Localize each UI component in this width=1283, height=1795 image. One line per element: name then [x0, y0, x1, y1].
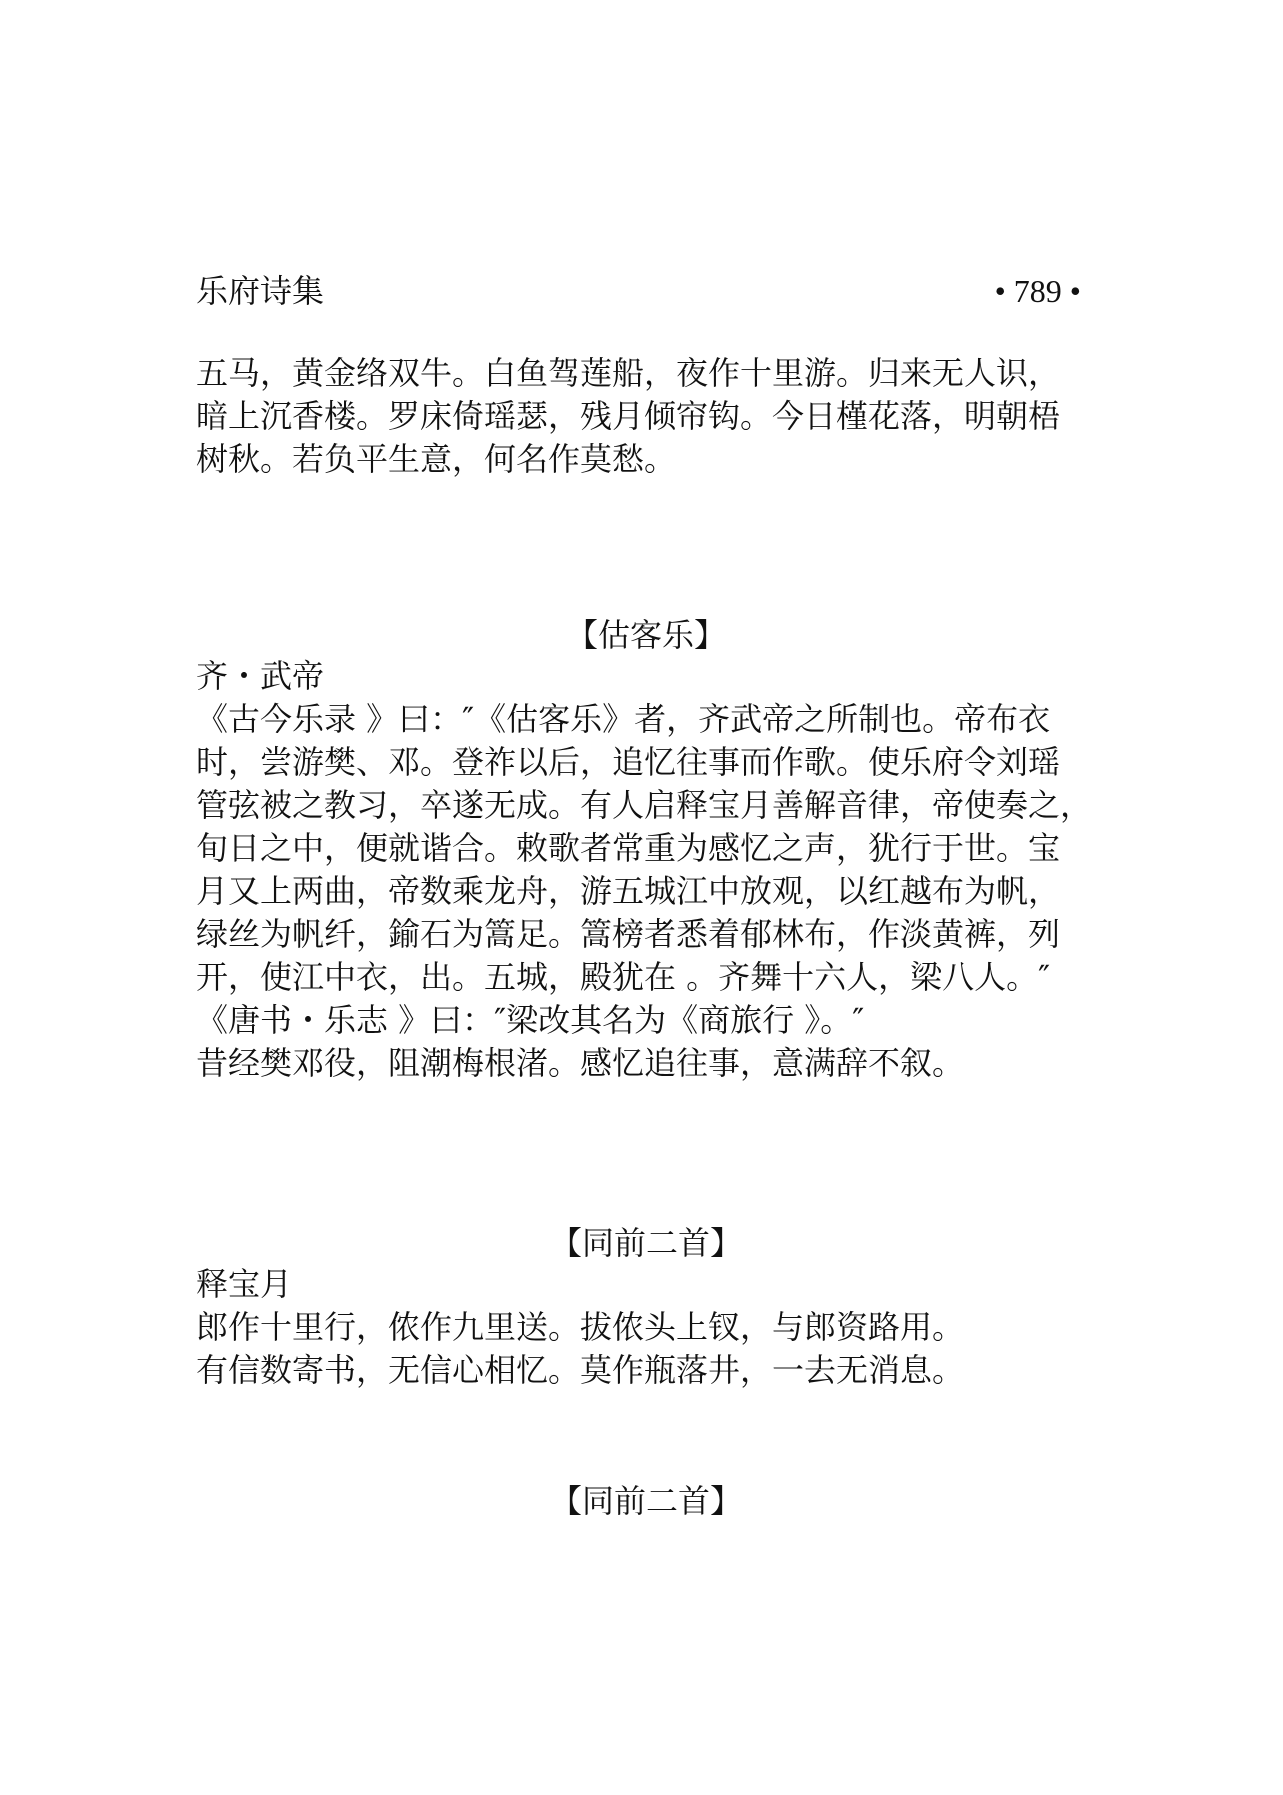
section-title: 【估客乐】 [565, 616, 726, 654]
text-line: 管弦被之教习，卒遂无成。有人启释宝月善解音律，帝使奏之， [196, 786, 1093, 824]
poem-line: 树秋。若负平生意，何名作莫愁。 [196, 440, 677, 478]
poem-line: 五马，黄金络双牛。白鱼驾莲船，夜作十里游。归来无人识， [196, 354, 1061, 392]
text-line: 旬日之中，便就谐合。敕歌者常重为感忆之声，犹行于世。宝 [196, 829, 1061, 867]
section-body [196, 1263, 1096, 1392]
section-title: 【同前二首】 [549, 1224, 742, 1262]
section-title: 【同前二首】 [549, 1482, 742, 1520]
text-line: 《古今乐录 》曰：″《估客乐》者，齐武帝之所制也。帝布衣 [196, 700, 1051, 738]
poem-line: 昔经樊邓役，阻潮梅根渚。感忆追往事，意满辞不叙。 [196, 1044, 965, 1082]
page-number: • 789 • [994, 273, 1081, 309]
text-line: 《唐书・乐志 》曰：″梁改其名为《商旅行 》。″ [196, 1001, 865, 1039]
text-line: 绿丝为帆纤，鍮石为篙足。篙榜者悉着郁林布，作淡黄裤，列 [196, 915, 1061, 953]
author-line: 齐・武帝 [196, 657, 325, 695]
section-body [196, 655, 1096, 1085]
running-header [196, 268, 1081, 314]
poem-line: 暗上沉香楼。罗床倚瑶瑟，残月倾帘钩。今日槿花落，明朝梧 [196, 397, 1061, 435]
author-line: 释宝月 [196, 1265, 293, 1303]
continued-poem [196, 352, 1096, 481]
poem-line: 有信数寄书，无信心相忆。莫作瓶落井，一去无消息。 [196, 1351, 965, 1389]
poem-line: 郎作十里行，侬作九里送。拔侬头上钗，与郎资路用。 [196, 1308, 965, 1346]
book-title: 乐府诗集 [196, 272, 325, 310]
text-line: 开，使江中衣，出。五城，殿犹在 。齐舞十六人，梁八人。″ [196, 958, 1051, 996]
text-line: 时，尝游樊、邓。登祚以后，追忆往事而作歌。使乐府令刘瑶 [196, 743, 1061, 781]
text-line: 月又上两曲，帝数乘龙舟，游五城江中放观，以红越布为帆， [196, 872, 1061, 910]
